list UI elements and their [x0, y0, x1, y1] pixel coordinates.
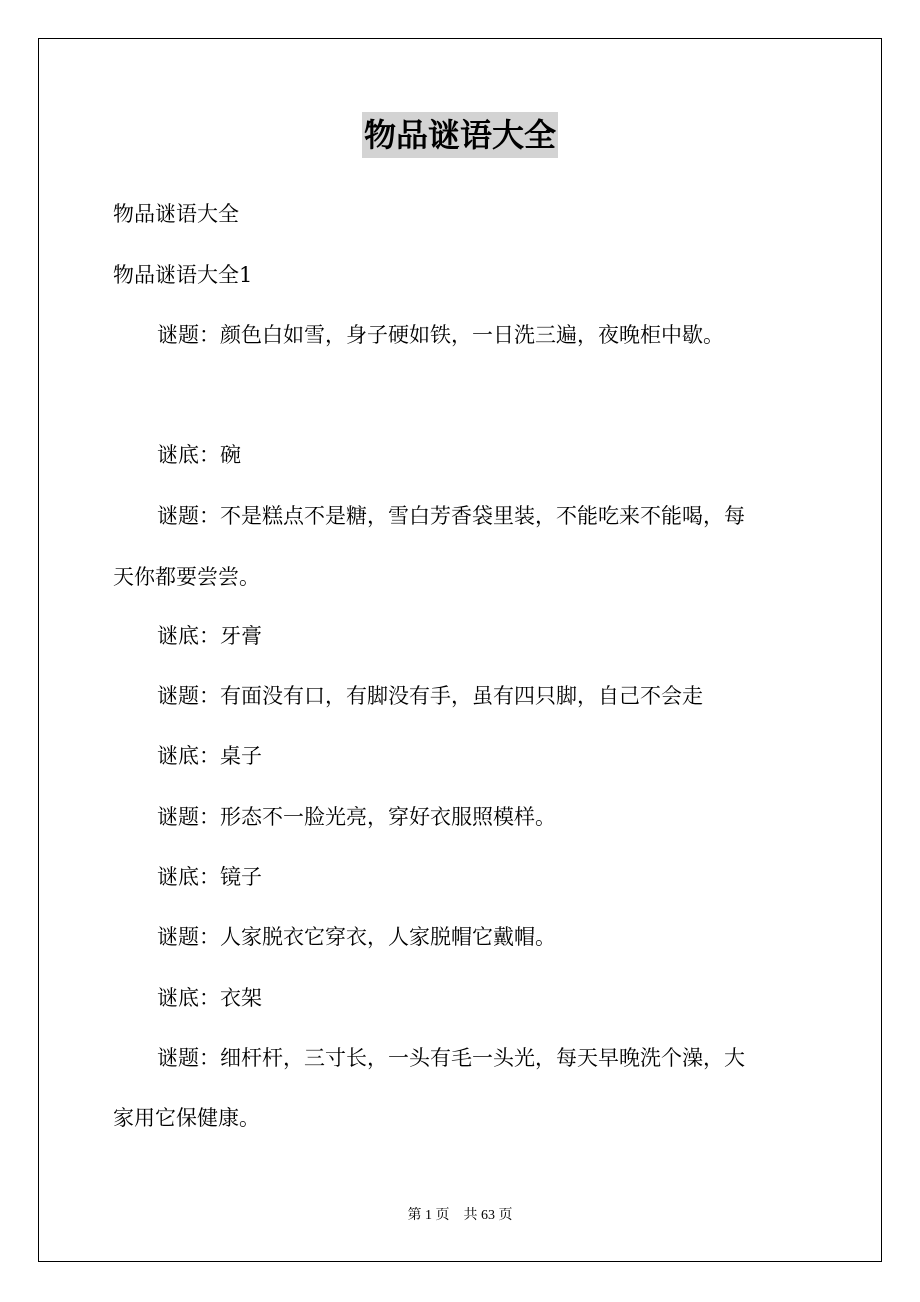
- riddle-question: 谜题：形态不一脸光亮，穿好衣服照模样。: [157, 805, 556, 829]
- riddle-question-continued: 家用它保健康。: [113, 1106, 260, 1130]
- heading: 物品谜语大全: [113, 202, 239, 226]
- riddle-answer: 谜底：镜子: [157, 865, 262, 889]
- riddle-answer: 谜底：衣架: [157, 986, 262, 1010]
- riddle-question: 谜题：人家脱衣它穿衣，人家脱帽它戴帽。: [157, 925, 556, 949]
- riddle-question-continued: 天你都要尝尝。: [113, 565, 260, 589]
- title-container: [0, 112, 920, 158]
- riddle-question: 谜题：细杆杆，三寸长，一头有毛一头光，每天早晚洗个澡，大: [157, 1046, 745, 1070]
- riddle-question: 谜题：颜色白如雪，身子硬如铁，一日洗三遍，夜晚柜中歇。: [157, 323, 724, 347]
- riddle-answer: 谜底：碗: [157, 443, 241, 467]
- page-footer: 第 1 页 共 63 页: [407, 1208, 513, 1223]
- riddle-question: 谜题：有面没有口，有脚没有手，虽有四只脚，自己不会走: [157, 684, 703, 708]
- document-title: 物品谜语大全: [362, 112, 558, 158]
- subheading: 物品谜语大全1: [113, 263, 253, 287]
- riddle-question: 谜题：不是糕点不是糖，雪白芳香袋里装，不能吃来不能喝，每: [157, 504, 745, 528]
- riddle-answer: 谜底：牙膏: [157, 624, 262, 648]
- riddle-answer: 谜底：桌子: [157, 744, 262, 768]
